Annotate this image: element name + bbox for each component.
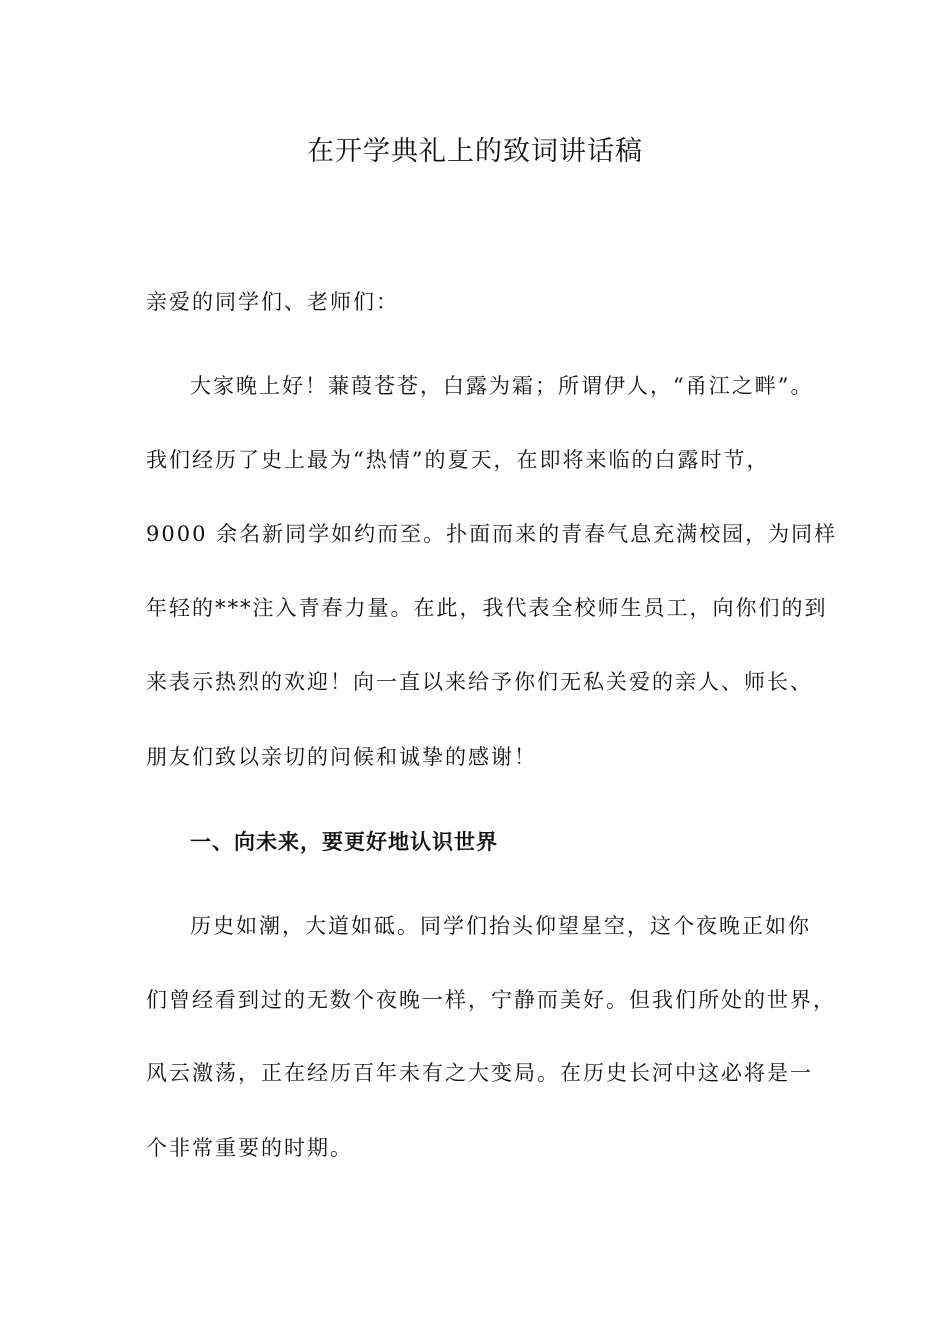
paragraph2-line2: 们曾经看到过的无数个夜晚一样，宁静而美好。但我们所处的世界， (146, 988, 836, 1012)
document-title: 在开学典礼上的致词讲话稿 (307, 136, 643, 167)
section1-heading: 一、向未来，要更好地认识世界 (190, 830, 498, 854)
paragraph1-line6: 朋友们致以亲切的问候和诚挚的感谢！ (146, 745, 537, 769)
paragraph1-line1: 大家晚上好！蒹葭苍苍，白露为霜；所谓伊人，“甬江之畔”。 (190, 374, 814, 398)
paragraph2-line3: 风云激荡，正在经历百年未有之大变局。在历史长河中这必将是一 (146, 1061, 813, 1085)
paragraph1-line4: 年轻的***注入青春力量。在此，我代表全校师生员工，向你们的到 (146, 596, 828, 620)
salutation: 亲爱的同学们、老师们： (146, 290, 399, 314)
paragraph2-line4: 个非常重要的时期。 (146, 1136, 353, 1160)
paragraph2-line1: 历史如潮，大道如砥。同学们抬头仰望星空，这个夜晚正如你 (190, 914, 811, 938)
paragraph1-line5: 来表示热烈的欢迎！向一直以来给予你们无私关爱的亲人、师长、 (146, 670, 813, 694)
paragraph1-line2: 我们经历了史上最为“热情”的夏天，在即将来临的白露时节， (146, 448, 770, 472)
paragraph1-line3: 9000 余名新同学如约而至。扑面而来的青春气息充满校园，为同样 (146, 522, 838, 546)
